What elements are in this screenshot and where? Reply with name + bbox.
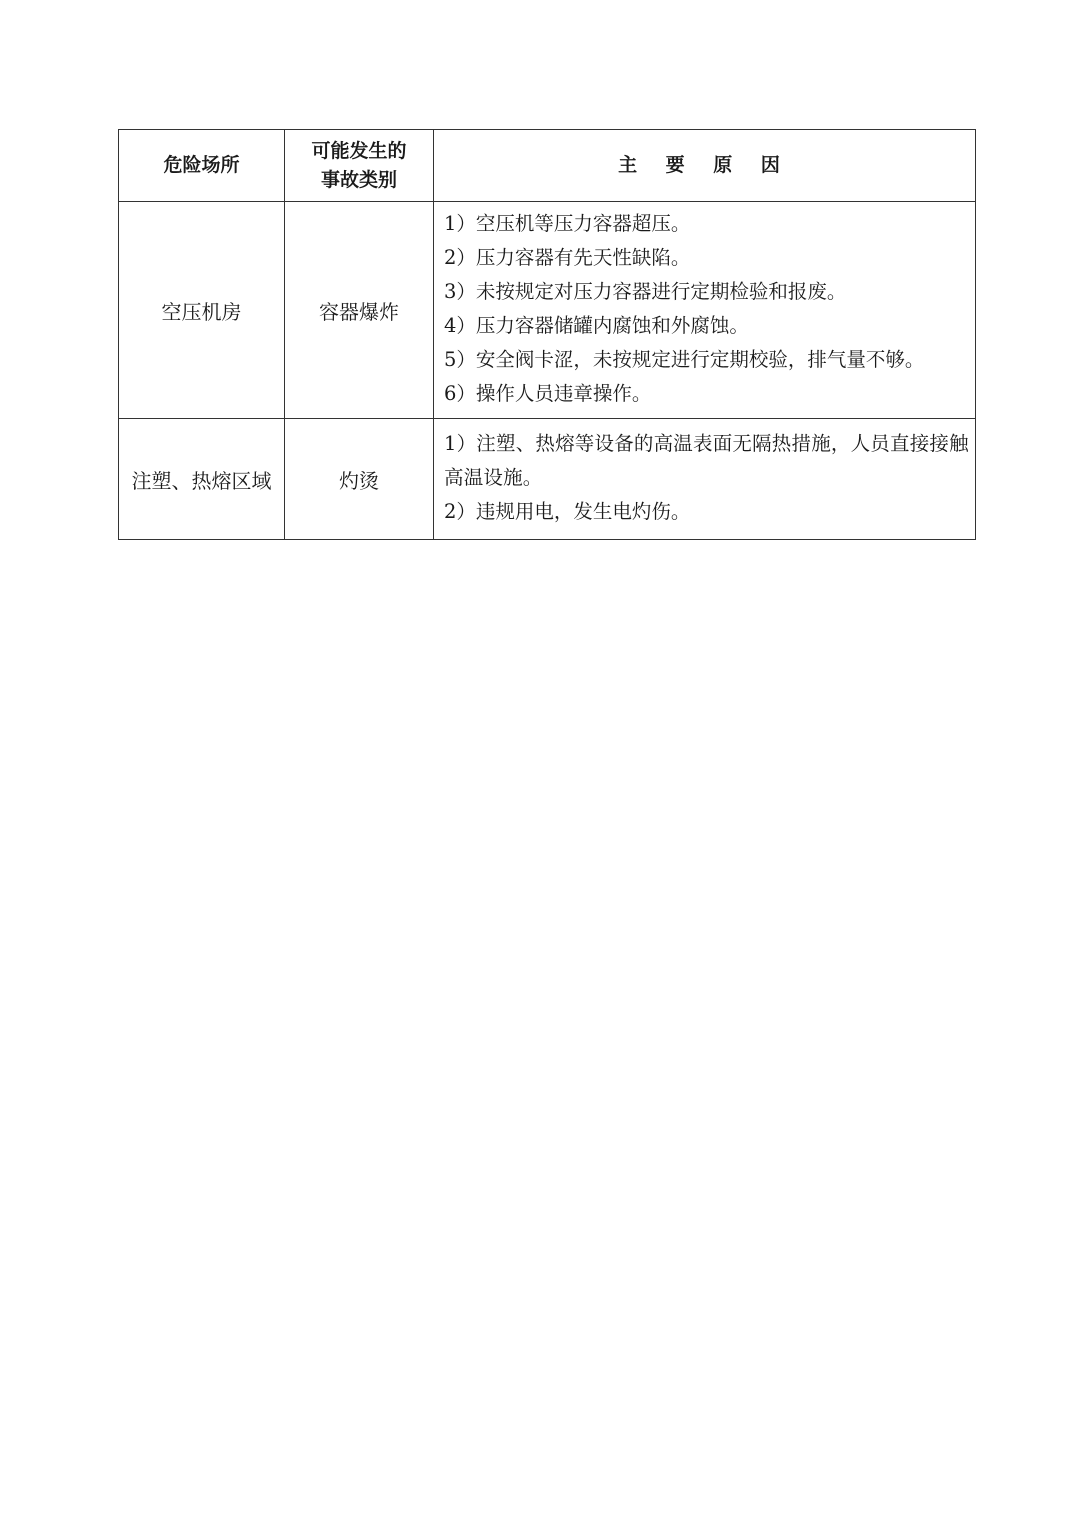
cause-item: 1）空压机等压力容器超压。 bbox=[444, 212, 691, 235]
accident-type-cell: 容器爆炸 bbox=[285, 202, 434, 419]
header-accident-type-line1: 可能发生的 bbox=[311, 139, 407, 162]
header-hazard-place: 危险场所 bbox=[119, 130, 285, 202]
table-row bbox=[119, 202, 976, 419]
cause-item: 6）操作人员违章操作。 bbox=[444, 382, 652, 405]
cause-item: 1）注塑、热熔等设备的高温表面无隔热措施，人员直接接触高温设施。 bbox=[444, 432, 969, 489]
cause-item: 5）安全阀卡涩，未按规定进行定期校验，排气量不够。 bbox=[444, 348, 925, 371]
header-main-cause: 主 要 原 因 bbox=[434, 130, 976, 202]
table-row bbox=[119, 419, 976, 540]
cause-item: 2）违规用电，发生电灼伤。 bbox=[444, 500, 691, 523]
hazard-place-cell: 空压机房 bbox=[119, 202, 285, 419]
cause-cell bbox=[434, 202, 976, 419]
cause-item: 4）压力容器储罐内腐蚀和外腐蚀。 bbox=[444, 314, 749, 337]
hazard-place-cell: 注塑、热熔区域 bbox=[119, 419, 285, 540]
accident-type-cell: 灼烫 bbox=[285, 419, 434, 540]
cause-item: 3）未按规定对压力容器进行定期检验和报废。 bbox=[444, 280, 847, 303]
hazard-table bbox=[118, 129, 976, 540]
cause-item: 2）压力容器有先天性缺陷。 bbox=[444, 246, 691, 269]
cause-cell bbox=[434, 419, 976, 540]
header-accident-type bbox=[285, 130, 434, 202]
header-accident-type-line2: 事故类别 bbox=[320, 168, 397, 191]
table-header-row bbox=[119, 130, 976, 202]
